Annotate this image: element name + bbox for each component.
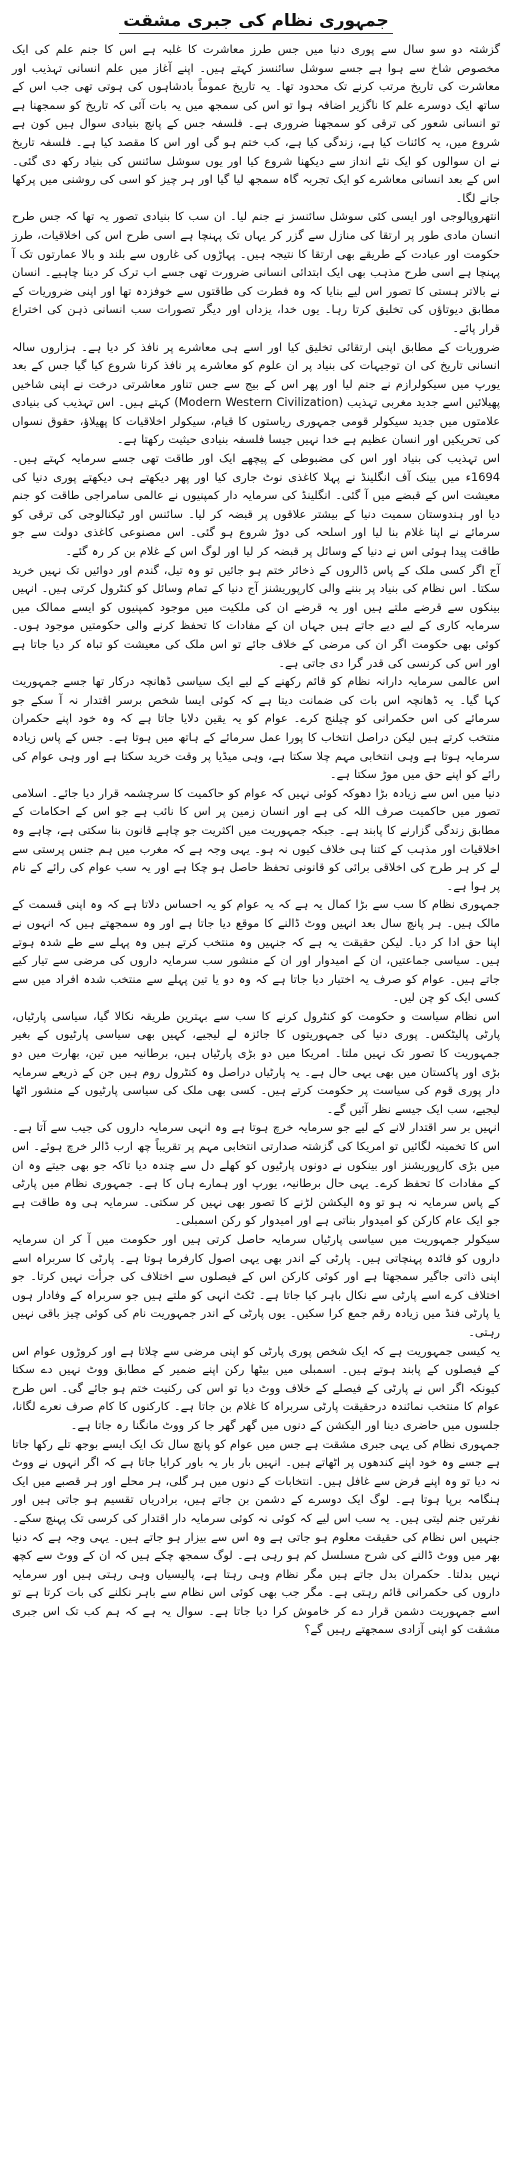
article-paragraph: انہیں بر سر اقتدار لانے کے لیے جو سرمایہ خرچ ہوتا ہے وہ انہی سرمایہ داروں کی جیب سے آتا ہے۔ اس کا تخمینہ لگائیں تو امریکا کی گزشتہ صدارتی انتخابی مہم پر تقریباً چھ ارب ڈالر خرچ ہوئے۔ اس میں بڑی کارپوریشنز اور بینکوں نے دونوں پارٹیوں کو کھلے دل سے چندہ دیا تاکہ جو بھی جیتے وہ ان کے مفادات کا تحفظ کرے۔ یہی حال برطانیہ، یورپ اور ہمارے ہاں کا ہے۔ جمہوری نظام میں پارٹی کے پاس سرمایہ نہ ہو تو وہ الیکشن لڑنے کا تصور بھی نہیں کر سکتی۔ سرمایہ ہی وہ طاقت ہے جو ایک عام کارکن کو امیدوار بناتی ہے اور امیدوار کو رکن اسمبلی۔ bbox=[12, 1120, 500, 1228]
article-paragraph: انتھروپالوجی اور ایسی کئی سوشل سائنسز نے جنم لیا۔ ان سب کا بنیادی تصور یہ تھا کہ جس طرح انسان مادی طور پر ارتقا کی منازل سے گزر کر یہاں تک پہنچا ہے اسی طرح اس کی اخلاقیات، طرز حکومت اور عبادت کے طریقے بھی ارتقا کا نتیجہ ہیں۔ پہاڑوں کی غاروں سے بلند و بالا عمارتوں تک آ پہنچا ہے اسی طرح مذہب بھی ایک ابتدائی انسانی ضرورت تھی جسے اب ترک کر دینا چاہیے۔ انسان نے بالاتر ہستی کا تصور اس لیے بنایا کہ وہ فطرت کی طاقتوں سے خوفزدہ تھا اور اپنی ضروریات کے مطابق دیوتاؤں کی تخلیق کرتا رہا۔ یوں خدا، یزداں اور دیگر تصورات سب انسانی ذہن کی اختراع قرار پائے۔ bbox=[12, 209, 500, 335]
article-paragraph: اس تہذیب کی بنیاد اور اس کی مضبوطی کے پیچھے ایک اور طاقت تھی جسے سرمایہ کہتے ہیں۔ 1694ء میں بینک آف انگلینڈ نے پہلا کاغذی نوٹ جاری کیا اور پھر دیکھتے ہی دیکھتے پوری دنیا کی معیشت اس کے قبضے میں آ گئی۔ انگلینڈ کی سرمایہ دار کمپنیوں نے عالمی سامراجی طاقت کو جنم دیا اور ہندوستان سمیت دنیا کے بیشتر علاقوں پر قبضہ کر لیا۔ سائنس اور ٹیکنالوجی کی ترقی کو سرمائے نے اپنا غلام بنا لیا اور اسلحہ کی دوڑ شروع ہو گئی۔ اس مصنوعی کاغذی دولت سے جو طاقت پیدا ہوئی اس نے دنیا کے وسائل پر قبضہ کر لیا اور لوگ اس کے غلام بن کر رہ گئے۔ bbox=[12, 451, 500, 559]
article-title: جمہوری نظام کی جبری مشقت bbox=[119, 9, 393, 34]
article-header bbox=[12, 6, 500, 36]
article-paragraph: ضروریات کے مطابق اپنی ارتقائی تخلیق کیا اور اسے ہی معاشرے پر نافذ کر دیا ہے۔ ہزاروں سالہ انسانی تاریخ کی ان توجیہات کی بنیاد پر ان علوم کو معاشرے پر نافذ کرنا شروع کیا گیا جس کے بعد یورپ میں سیکولرازم نے جنم لیا اور پھر اس کے بیج سے جس تناور معاشرتی درخت نے اپنی شاخیں پھیلائیں اسے جدید مغربی تہذیب (Modern Western Civilization) کہتے ہیں۔ اس تہذیب کی بنیادی علامتوں میں جدید سیکولر قومی جمہوری ریاستوں کا قیام، سیکولر اخلاقیات کا پھیلاؤ، حقوق نسواں کی تحریکیں اور انسان عظیم ہے خدا نہیں جیسا فلسفہ بنیادی حیثیت رکھتا ہے۔ bbox=[12, 339, 500, 447]
article-paragraph: دنیا میں اس سے زیادہ بڑا دھوکہ کوئی نہیں کہ عوام کو حاکمیت کا سرچشمہ قرار دیا جائے۔ اسلامی تصور میں حاکمیت صرف اللہ کی ہے اور انسان زمین پر اس کا نائب ہے جو اس کے احکامات کے مطابق زندگی گزارنے کا پابند ہے۔ جبکہ جمہوریت میں اکثریت جو چاہے قانون بنا سکتی ہے، چاہے وہ اخلاقیات اور مذہب کے کتنا ہی خلاف کیوں نہ ہو۔ یہی وجہ ہے کہ مغرب میں ہم جنس پرستی سے لے کر ہر طرح کی اخلاقی برائی کو قانونی تحفظ حاصل ہو چکا ہے اور یہ سب عوام کی رائے کے نام پر ہوا ہے۔ bbox=[12, 785, 500, 893]
article-paragraph: یہ کیسی جمہوریت ہے کہ ایک شخص پوری پارٹی کو اپنی مرضی سے چلاتا ہے اور کروڑوں عوام اس کے فیصلوں کے پابند ہوتے ہیں۔ اسمبلی میں بیٹھا رکن اپنے ضمیر کے مطابق ووٹ نہیں دے سکتا کیونکہ اگر اس نے پارٹی کے فیصلے کے خلاف ووٹ دیا تو اس کی رکنیت ختم ہو جائے گی۔ اس طرح عوام کا منتخب نمائندہ درحقیقت پارٹی سربراہ کا غلام بن جاتا ہے۔ کارکنوں کا کام صرف نعرے لگانا، جلسوں میں حاضری دینا اور الیکشن کے دنوں میں گھر گھر جا کر ووٹ مانگنا رہ جاتا ہے۔ bbox=[12, 1343, 500, 1432]
article-body bbox=[12, 40, 500, 1639]
article-paragraph: جمہوری نظام کی یہی جبری مشقت ہے جس میں عوام کو پانچ سال تک ایک ایسے بوجھ تلے رکھا جاتا ہے جسے وہ خود اپنے کندھوں پر اٹھاتے ہیں۔ انہیں بار بار یہ باور کرایا جاتا ہے کہ اگر انہوں نے ووٹ نہ دیا تو وہ اپنے فرض سے غافل ہیں۔ انتخابات کے دنوں میں ہر گلی، ہر محلے اور ہر قصبے میں ایک ہنگامہ برپا ہوتا ہے۔ لوگ ایک دوسرے کے دشمن بن جاتے ہیں، برادریاں تقسیم ہو جاتی ہیں اور نفرتیں جنم لیتی ہیں۔ یہ سب اس لیے کہ کوئی نہ کوئی سرمایہ دار اقتدار کی کرسی تک پہنچ سکے۔ bbox=[12, 1436, 500, 1525]
article-paragraph: اس نظام سیاست و حکومت کو کنٹرول کرنے کا سب سے بہترین طریقہ نکالا گیا، سیاسی پارٹیاں، پارٹی پالیٹکس۔ پوری دنیا کی جمہوریتوں کا جائزہ لے لیجیے، کہیں بھی سیاسی پارٹیوں کے بغیر جمہوریت کا تصور تک نہیں ملتا۔ امریکا میں دو بڑی پارٹیاں ہیں، برطانیہ میں تین، بھارت میں دو بڑی اور پاکستان میں بھی یہی حال ہے۔ یہ پارٹیاں دراصل وہ کنٹرول روم ہیں جن کے ذریعے سرمایہ دار پوری قوم کی سیاست پر حکومت کرتے ہیں۔ کسی بھی ملک کی سیاسی پارٹیوں کے منشور اٹھا لیجیے، سب ایک جیسے نظر آئیں گے۔ bbox=[12, 1008, 500, 1116]
article-paragraph: اس عالمی سرمایہ دارانہ نظام کو قائم رکھنے کے لیے ایک سیاسی ڈھانچہ درکار تھا جسے جمہوریت کہا گیا۔ یہ ڈھانچہ اس بات کی ضمانت دیتا ہے کہ کوئی ایسا شخص برسر اقتدار نہ آ سکے جو سرمائے کی اس حکمرانی کو چیلنج کرے۔ عوام کو یہ یقین دلایا جاتا ہے کہ وہ خود اپنے حکمران منتخب کرتے ہیں لیکن دراصل انتخاب کا پورا عمل سرمائے کے ہاتھ میں ہوتا ہے۔ جس کے پاس زیادہ سرمایہ ہوتا ہے وہی انتخابی مہم چلا سکتا ہے، وہی میڈیا پر وقت خرید سکتا ہے اور وہی عوام کی رائے کو اپنے حق میں موڑ سکتا ہے۔ bbox=[12, 674, 500, 782]
article-paragraph: گزشتہ دو سو سال سے پوری دنیا میں جس طرز معاشرت کا غلبہ ہے اس کا جنم علم کی ایک مخصوص شاخ سے ہوا ہے جسے سوشل سائنسز کہتے ہیں۔ اپنے آغاز میں علم انسانی تہذیب اور معاشرت کی تاریخ مرتب کرنے تک محدود تھا۔ یہ تاریخ عموماً بادشاہوں کی ہوتی تھی جب اس کے ساتھ ایک دوسرے علم کا ناگزیر اضافہ ہوا تو اس کی سمجھ میں یہ بات آئی کہ تاریخ کو سمجھنا ہے تو انسانی شعور کی ترقی کو سمجھنا ضروری ہے۔ فلسفہ جس کے پانچ بنیادی سوال ہیں کون ہے شروع میں، یہ کائنات کیا ہے، زندگی کیا ہے، کب ختم ہو گی اور اس کا مقصد کیا ہے۔ فلسفہ تاریخ نے ان سوالوں کو ایک نئے انداز سے دیکھنا شروع کیا اور یوں سوشل سائنس کی بنیاد رکھ دی گئی۔ اس کے بعد انسانی معاشرے کو ایک تجربہ گاہ سمجھ لیا گیا اور ہر چیز کو اسی کی روشنی میں پرکھا جانے لگا۔ bbox=[12, 42, 500, 205]
article-paragraph: جمہوری نظام کا سب سے بڑا کمال یہ ہے کہ یہ عوام کو یہ احساس دلاتا ہے کہ وہ اپنی قسمت کے مالک ہیں۔ ہر پانچ سال بعد انہیں ووٹ ڈالنے کا موقع دیا جاتا ہے اور وہ سمجھتے ہیں کہ انہوں نے اپنا حق ادا کر دیا۔ لیکن حقیقت یہ ہے کہ جنہیں وہ منتخب کرتے ہیں وہ پہلے سے طے شدہ ہوتے ہیں۔ سیاسی جماعتیں، ان کے امیدوار اور ان کے منشور سب سرمایہ داروں کی مرضی سے تیار کیے جاتے ہیں۔ عوام کو صرف یہ اختیار دیا جاتا ہے کہ وہ دو یا تین پہلے سے منتخب شدہ افراد میں سے کسی ایک کو چن لیں۔ bbox=[12, 897, 500, 1005]
article-paragraph: آج اگر کسی ملک کے پاس ڈالروں کے ذخائر ختم ہو جائیں تو وہ تیل، گندم اور دوائیں تک نہیں خرید سکتا۔ اس نظام کی بنیاد پر بننے والی کارپوریشنز آج دنیا کے تمام وسائل کو کنٹرول کرتی ہیں۔ انہیں بینکوں سے قرضے ملتے ہیں اور یہ قرضے ان کی ملکیت میں موجود کمپنیوں کو ایسے ممالک میں سرمایہ کاری کے لیے دیے جاتے ہیں جہاں ان کے مفادات کا تحفظ کرنے والی حکومتیں موجود ہوں۔ کوئی بھی حکومت اگر ان کی مرضی کے خلاف جائے تو اس ملک کی معیشت کو تباہ کر دیا جاتا ہے اور اس کی کرنسی کی قدر گرا دی جاتی ہے۔ bbox=[12, 562, 500, 670]
article-paragraph: جنہیں اس نظام کی حقیقت معلوم ہو جاتی ہے وہ اس سے بیزار ہو جاتے ہیں۔ یہی وجہ ہے کہ دنیا بھر میں ووٹ ڈالنے کی شرح مسلسل کم ہو رہی ہے۔ لوگ سمجھ چکے ہیں کہ ان کے ووٹ سے کچھ نہیں بدلتا۔ حکمران بدل جاتے ہیں مگر نظام وہی رہتا ہے، پالیسیاں وہی رہتی ہیں اور سرمایہ داروں کی حکمرانی قائم رہتی ہے۔ مگر جب بھی کوئی اس نظام سے باہر نکلنے کی بات کرتا ہے تو اسے جمہوریت دشمن قرار دے کر خاموش کرا دیا جاتا ہے۔ سوال یہ ہے کہ ہم کب تک اس جبری مشقت کو اپنی آزادی سمجھتے رہیں گے؟ bbox=[12, 1529, 500, 1637]
article-paragraph: سیکولر جمہوریت میں سیاسی پارٹیاں سرمایہ حاصل کرتی ہیں اور حکومت میں آ کر ان سرمایہ داروں کو فائدہ پہنچاتی ہیں۔ پارٹی کے اندر بھی یہی اصول کارفرما ہوتا ہے۔ پارٹی کا سربراہ اسے اپنی ذاتی جاگیر سمجھتا ہے اور کوئی کارکن اس کے فیصلوں سے اختلاف کی جرأت نہیں کرتا۔ جو اختلاف کرے اسے پارٹی سے نکال باہر کیا جاتا ہے۔ ٹکٹ انہی کو ملتے ہیں جو سربراہ کے وفادار ہوں یا پارٹی فنڈ میں زیادہ رقم جمع کرا سکیں۔ یوں پارٹی کے اندر جمہوریت نام کی کوئی چیز باقی نہیں رہتی۔ bbox=[12, 1232, 500, 1339]
